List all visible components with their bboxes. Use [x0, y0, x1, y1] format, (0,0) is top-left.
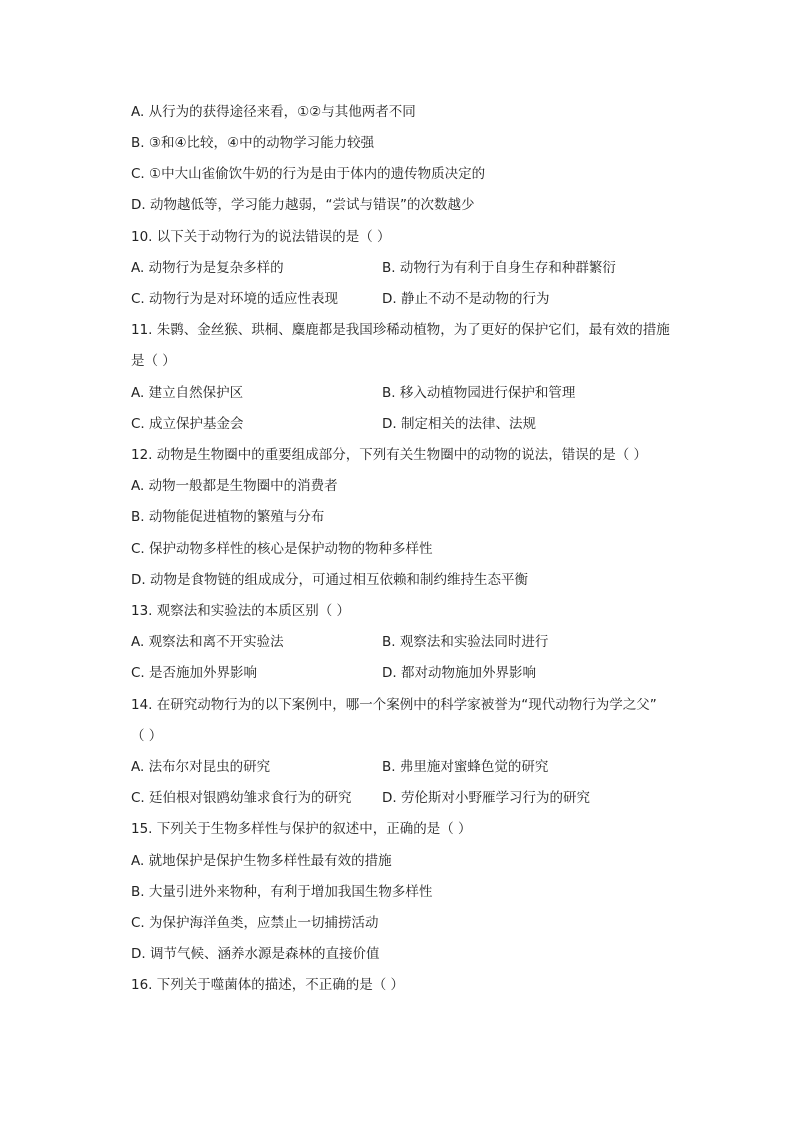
q14-option-c: C. 廷伯根对银鸥幼雏求食行为的研究 [131, 790, 352, 806]
q11-option-d: D. 制定相关的法律、法规 [382, 416, 536, 432]
q12-option-d: D. 动物是食物链的组成成分，可通过相互依赖和制约维持生态平衡 [131, 572, 528, 588]
q15-option-a: A. 就地保护是保护生物多样性最有效的措施 [131, 853, 392, 869]
q13-option-c: C. 是否施加外界影响 [131, 665, 258, 681]
q9-option-c: C. ①中大山雀偷饮牛奶的行为是由于体内的遗传物质决定的 [131, 166, 486, 182]
q15-option-d: D. 调节气候、涵养水源是森林的直接价值 [131, 946, 380, 962]
q9-option-b: B. ③和④比较，④中的动物学习能力较强 [131, 135, 375, 151]
q11-option-a: A. 建立自然保护区 [131, 385, 244, 401]
q15-stem: 15. 下列关于生物多样性与保护的叙述中，正确的是（ ） [131, 821, 472, 837]
q13-stem: 13. 观察法和实验法的本质区别（ ） [131, 603, 351, 619]
q13-option-b: B. 观察法和实验法同时进行 [382, 634, 549, 650]
q9-option-a: A. 从行为的获得途径来看，①②与其他两者不同 [131, 104, 416, 120]
q11-stem-line2: 是（ ） [131, 353, 176, 369]
q16-stem: 16. 下列关于噬菌体的描述，不正确的是（ ） [131, 977, 405, 993]
q12-option-a: A. 动物一般都是生物圈中的消费者 [131, 478, 338, 494]
q12-option-c: C. 保护动物多样性的核心是保护动物的物种多样性 [131, 541, 433, 557]
q13-option-a: A. 观察法和离不开实验法 [131, 634, 284, 650]
q14-option-b: B. 弗里施对蜜蜂色觉的研究 [382, 759, 549, 775]
q12-option-b: B. 动物能促进植物的繁殖与分布 [131, 509, 325, 525]
q15-option-c: C. 为保护海洋鱼类，应禁止一切捕捞活动 [131, 915, 379, 931]
q14-stem-line1: 14. 在研究动物行为的以下案例中，哪一个案例中的科学家被誉为“现代动物行为学之父” [131, 697, 657, 713]
q10-stem: 10. 以下关于动物行为的说法错误的是（ ） [131, 229, 391, 245]
q14-option-a: A. 法布尔对昆虫的研究 [131, 759, 271, 775]
q11-option-b: B. 移入动植物园进行保护和管理 [382, 385, 576, 401]
q9-option-d: D. 动物越低等，学习能力越弱，“尝试与错误”的次数越少 [131, 197, 475, 213]
q10-option-a: A. 动物行为是复杂多样的 [131, 260, 284, 276]
q10-option-c: C. 动物行为是对环境的适应性表现 [131, 291, 339, 307]
q14-option-d: D. 劳伦斯对小野雁学习行为的研究 [382, 790, 590, 806]
q15-option-b: B. 大量引进外来物种，有利于增加我国生物多样性 [131, 884, 433, 900]
q12-stem: 12. 动物是生物圈中的重要组成部分，下列有关生物圈中的动物的说法，错误的是（ ） [131, 447, 648, 463]
q14-stem-line2: （ ） [131, 728, 163, 744]
q11-option-c: C. 成立保护基金会 [131, 416, 244, 432]
q10-option-b: B. 动物行为有利于自身生存和种群繁衍 [382, 260, 616, 276]
q10-option-d: D. 静止不动不是动物的行为 [382, 291, 550, 307]
q11-stem-line1: 11. 朱鹮、金丝猴、珙桐、麋鹿都是我国珍稀动植物，为了更好的保护它们，最有效的措施 [131, 322, 670, 338]
q13-option-d: D. 都对动物施加外界影响 [382, 665, 536, 681]
